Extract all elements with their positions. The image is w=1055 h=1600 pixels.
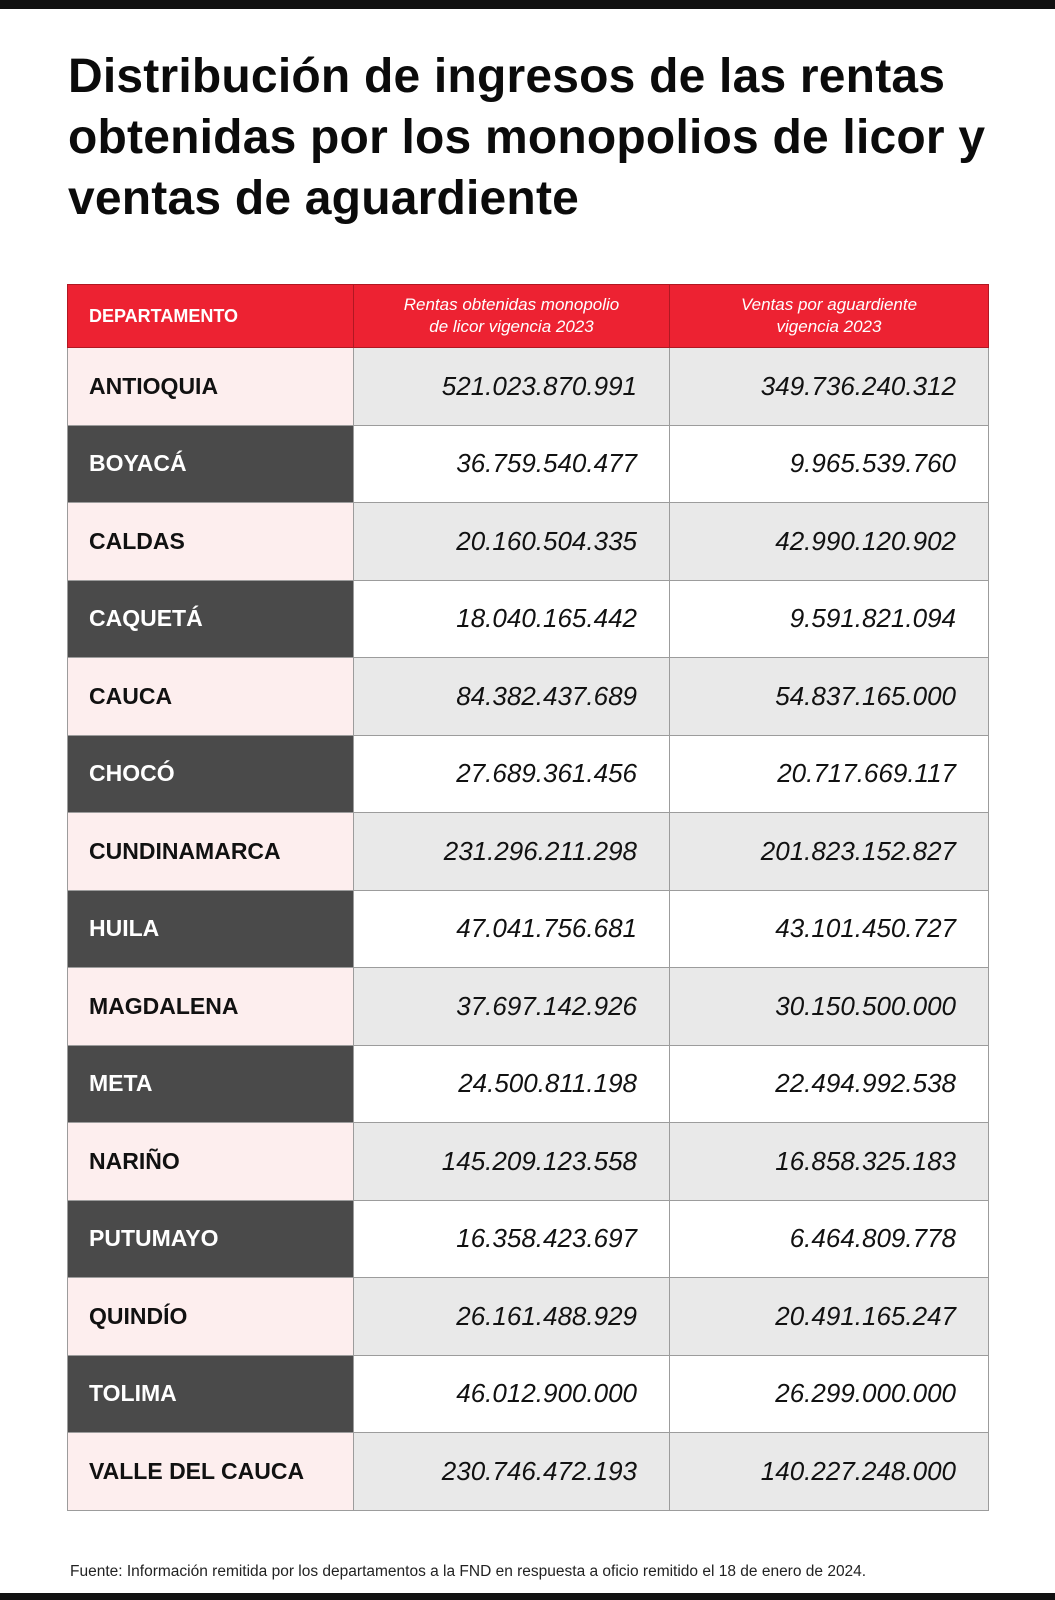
table-row: [68, 735, 989, 813]
cell-ventas: 26.299.000.000: [670, 1355, 989, 1433]
table-header-row: [68, 285, 989, 348]
table-row: [68, 1045, 989, 1123]
header-ventas: Ventas por aguardiente vigencia 2023: [670, 285, 989, 348]
cell-ventas: 20.717.669.117: [670, 735, 989, 813]
top-border-bar: [0, 0, 1055, 9]
cell-departamento: VALLE DEL CAUCA: [68, 1433, 354, 1511]
table-row: [68, 580, 989, 658]
cell-rentas: 145.209.123.558: [354, 1123, 670, 1201]
cell-ventas: 22.494.992.538: [670, 1045, 989, 1123]
cell-ventas: 6.464.809.778: [670, 1200, 989, 1278]
table-row: [68, 425, 989, 503]
header-rentas: Rentas obtenidas monopolio de licor vigencia 2023: [354, 285, 670, 348]
cell-departamento: ANTIOQUIA: [68, 348, 354, 426]
cell-departamento: MAGDALENA: [68, 968, 354, 1046]
cell-ventas: 16.858.325.183: [670, 1123, 989, 1201]
table-row: [68, 1278, 989, 1356]
bottom-border-bar: [0, 1593, 1055, 1600]
table-row: [68, 1123, 989, 1201]
table-row: [68, 813, 989, 891]
cell-rentas: 521.023.870.991: [354, 348, 670, 426]
table-body: [68, 348, 989, 1511]
cell-departamento: META: [68, 1045, 354, 1123]
cell-ventas: 9.591.821.094: [670, 580, 989, 658]
cell-rentas: 18.040.165.442: [354, 580, 670, 658]
revenue-table: [67, 284, 989, 1511]
cell-rentas: 24.500.811.198: [354, 1045, 670, 1123]
cell-ventas: 9.965.539.760: [670, 425, 989, 503]
cell-ventas: 349.736.240.312: [670, 348, 989, 426]
cell-departamento: CHOCÓ: [68, 735, 354, 813]
cell-departamento: BOYACÁ: [68, 425, 354, 503]
cell-rentas: 20.160.504.335: [354, 503, 670, 581]
cell-departamento: HUILA: [68, 890, 354, 968]
cell-ventas: 54.837.165.000: [670, 658, 989, 736]
cell-rentas: 26.161.488.929: [354, 1278, 670, 1356]
source-note: Fuente: Información remitida por los departamentos a la FND en respuesta a oficio remitido el 18 de enero de 2024.: [70, 1563, 867, 1580]
cell-rentas: 46.012.900.000: [354, 1355, 670, 1433]
cell-departamento: CUNDINAMARCA: [68, 813, 354, 891]
cell-rentas: 231.296.211.298: [354, 813, 670, 891]
cell-ventas: 140.227.248.000: [670, 1433, 989, 1511]
table-row: [68, 1200, 989, 1278]
cell-rentas: 27.689.361.456: [354, 735, 670, 813]
cell-rentas: 230.746.472.193: [354, 1433, 670, 1511]
table-row: [68, 1433, 989, 1511]
cell-departamento: TOLIMA: [68, 1355, 354, 1433]
cell-rentas: 37.697.142.926: [354, 968, 670, 1046]
cell-departamento: CAUCA: [68, 658, 354, 736]
table-row: [68, 348, 989, 426]
cell-departamento: NARIÑO: [68, 1123, 354, 1201]
cell-departamento: PUTUMAYO: [68, 1200, 354, 1278]
cell-ventas: 201.823.152.827: [670, 813, 989, 891]
cell-departamento: QUINDÍO: [68, 1278, 354, 1356]
header-departamento: DEPARTAMENTO: [68, 285, 354, 348]
cell-rentas: 16.358.423.697: [354, 1200, 670, 1278]
table-row: [68, 503, 989, 581]
cell-departamento: CALDAS: [68, 503, 354, 581]
cell-ventas: 30.150.500.000: [670, 968, 989, 1046]
table-row: [68, 890, 989, 968]
page-title: Distribución de ingresos de las rentas obtenidas por los monopolios de licor y ventas de aguardiente: [68, 50, 986, 225]
cell-ventas: 20.491.165.247: [670, 1278, 989, 1356]
cell-rentas: 84.382.437.689: [354, 658, 670, 736]
cell-rentas: 36.759.540.477: [354, 425, 670, 503]
table-row: [68, 1355, 989, 1433]
cell-ventas: 42.990.120.902: [670, 503, 989, 581]
cell-departamento: CAQUETÁ: [68, 580, 354, 658]
cell-rentas: 47.041.756.681: [354, 890, 670, 968]
table-row: [68, 658, 989, 736]
table-row: [68, 968, 989, 1046]
cell-ventas: 43.101.450.727: [670, 890, 989, 968]
